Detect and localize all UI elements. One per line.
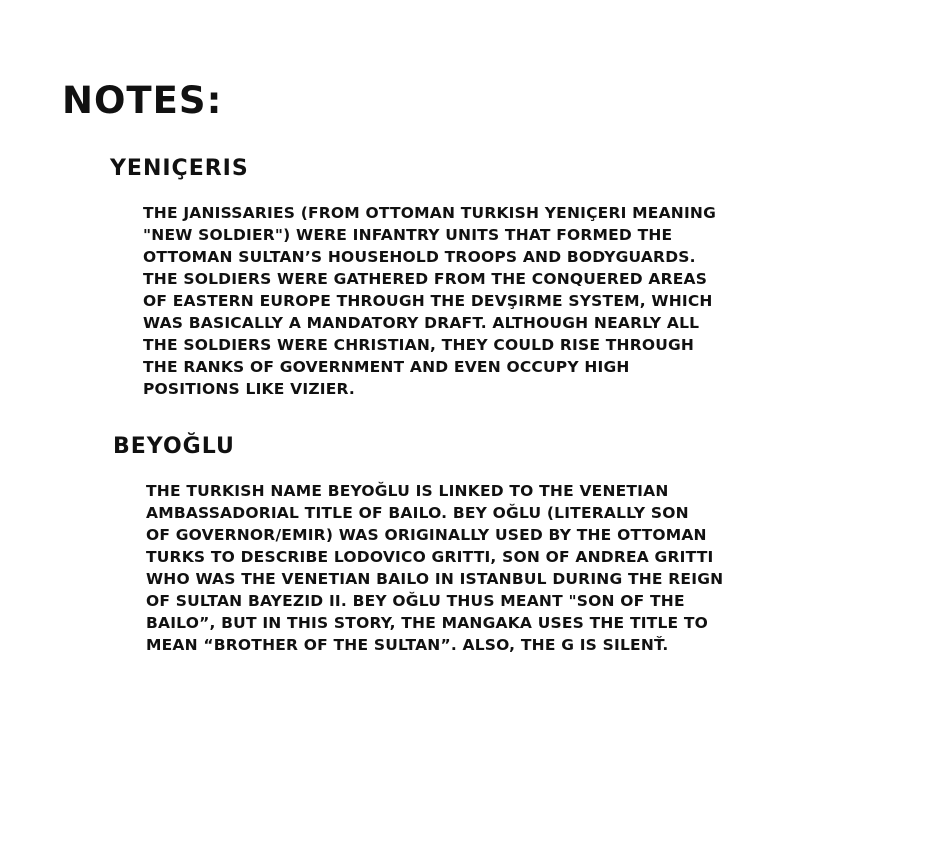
- section-heading: BEYOĞLU: [113, 434, 235, 459]
- section-heading: YENIÇERIS: [110, 156, 249, 181]
- page-title: NOTES:: [62, 79, 223, 122]
- section-body: THE JANISSARIES (FROM OTTOMAN TURKISH YENIÇERI MEANING "NEW SOLDIER") WERE INFANTRY UNITS THAT FORMED THE OTTOMAN SULTAN’S HOUSEHOLD TROOPS AND BODYGUARDS. THE SOLDIERS WERE GATHERED FROM THE CONQUERED AREAS OF EASTERN EUROPE THROUGH THE DEVŞIRME SYSTEM, WHICH WAS BASICALLY A MANDATORY DRAFT. ALTHOUGH NEARLY ALL THE SOLDIERS WERE CHRISTIAN, THEY COULD RISE THROUGH THE RANKS OF GOVERNMENT AND EVEN OCCUPY HIGH POSITIONS LIKE VIZIER.: [143, 204, 717, 398]
- section-body: THE TURKISH NAME BEYOĞLU IS LINKED TO THE VENETIAN AMBASSADORIAL TITLE OF BAILO. BEY OĞLU (LITERALLY SON OF GOVERNOR/EMIR) WAS ORIGINALLY USED BY THE OTTOMAN TURKS TO DESCRIBE LODOVICO GRITTI, SON OF ANDREA GRITTI WHO WAS THE VENETIAN BAILO IN ISTANBUL DURING THE REIGN OF SULTAN BAYEZID II. BEY OĞLU THUS MEANT "SON OF THE BAILO”, BUT IN THIS STORY, THE MANGAKA USES THE TITLE TO MEAN “BROTHER OF THE SULTAN”. ALSO, THE G IS SILENŤ.: [146, 482, 724, 654]
